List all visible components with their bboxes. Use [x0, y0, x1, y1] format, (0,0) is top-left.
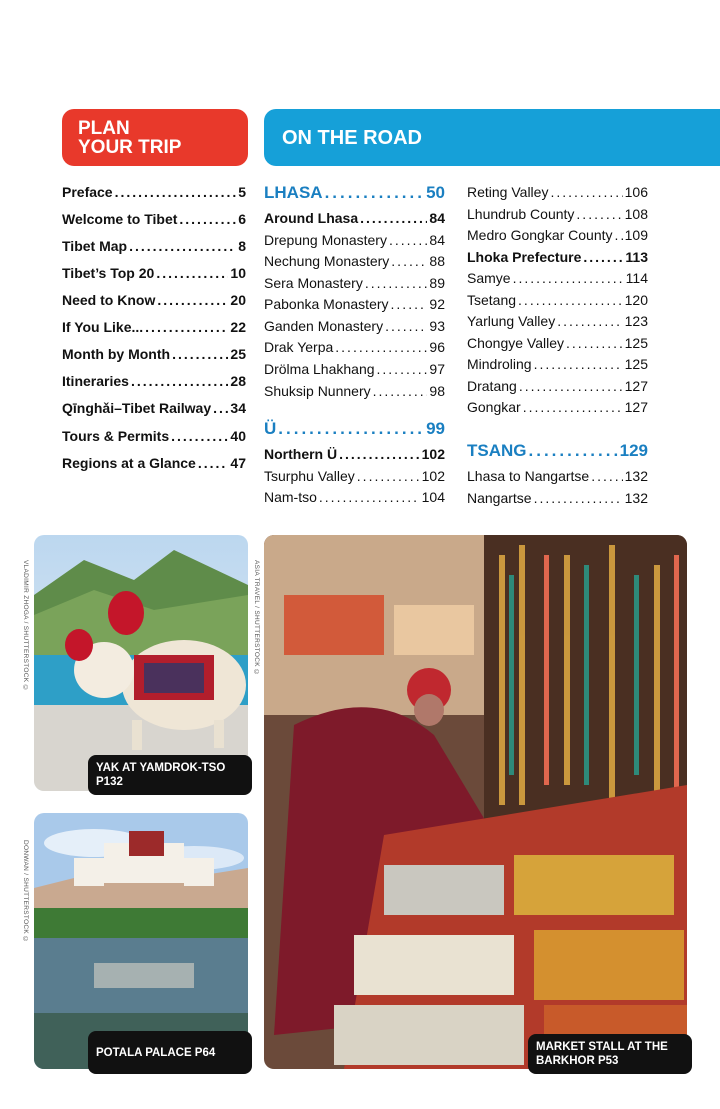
yak-photo-caption: YAK AT YAMDROK-TSO P132	[88, 755, 252, 795]
market-photo-credit: ASIA TRAVEL / SHUTTERSTOCK ©	[253, 560, 260, 677]
toc-item-lhoka[interactable]: Lhoka Prefecture ..... 113	[467, 249, 648, 265]
toc-item-map[interactable]: Tibet Map ..... 8	[62, 238, 246, 254]
plan-your-trip-header	[62, 109, 248, 166]
on-the-road-header: ON THE ROAD	[264, 109, 720, 166]
toc-item-mindroling[interactable]: Mindroling ..... 125	[467, 356, 648, 372]
market-caption-line1: MARKET STALL AT THE	[536, 1041, 668, 1053]
toc-item-railway[interactable]: Qīnghǎi–Tibet Railway ..... 34	[62, 400, 246, 416]
toc-item-dratang[interactable]: Dratang ..... 127	[467, 378, 648, 394]
toc-item-nechung[interactable]: Nechung Monastery ..... 88	[264, 253, 445, 269]
plan-header-line1: PLAN	[78, 118, 130, 139]
toc-item-preface[interactable]: Preface ..... 5	[62, 184, 246, 200]
market-photo-caption	[528, 1034, 692, 1074]
market-photo	[264, 535, 687, 1069]
toc-item-nam-tso[interactable]: Nam-tso ..... 104	[264, 489, 445, 505]
toc-item-if-you-like[interactable]: If You Like... ..... 22	[62, 319, 246, 335]
toc-item-itineraries[interactable]: Itineraries ..... 28	[62, 373, 246, 389]
market-caption-line2: BARKHOR P53	[536, 1055, 619, 1067]
toc-item-sera[interactable]: Sera Monastery ..... 89	[264, 275, 445, 291]
toc-item-samye[interactable]: Samye ..... 114	[467, 270, 648, 286]
section-lhasa[interactable]: LHASA ..... 50	[264, 183, 445, 203]
toc-item-tsetang[interactable]: Tsetang ..... 120	[467, 292, 648, 308]
toc-item-northern-u[interactable]: Northern Ü ..... 102	[264, 446, 445, 462]
toc-item-nangartse[interactable]: Nangartse ..... 132	[467, 490, 648, 506]
toc-item-lhundrub[interactable]: Lhundrub County ..... 108	[467, 206, 648, 222]
toc-item-drepung[interactable]: Drepung Monastery ..... 84	[264, 232, 445, 248]
toc-item-lhasa-nangartse[interactable]: Lhasa to Nangartse ..... 132	[467, 468, 648, 484]
yak-photo-credit: VLADIMIR ZHOGA / SHUTTERSTOCK ©	[22, 560, 29, 692]
toc-item-pabonka[interactable]: Pabonka Monastery ..... 92	[264, 296, 445, 312]
toc-item-around-lhasa[interactable]: Around Lhasa ..... 84	[264, 210, 445, 226]
toc-item-shuksip[interactable]: Shuksip Nunnery ..... 98	[264, 383, 445, 399]
section-u[interactable]: Ü ..... 99	[264, 419, 445, 439]
toc-item-month-by-month[interactable]: Month by Month ..... 25	[62, 346, 246, 362]
toc-item-medro-gongkar[interactable]: Medro Gongkar County ..... 109	[467, 227, 648, 243]
potala-photo-credit: DONWAN / SHUTTERSTOCK ©	[22, 840, 29, 944]
yak-photo	[34, 535, 248, 791]
toc-item-need-to-know[interactable]: Need to Know ..... 20	[62, 292, 246, 308]
toc-item-gongkar[interactable]: Gongkar ..... 127	[467, 399, 648, 415]
plan-header-line2: YOUR TRIP	[78, 137, 182, 158]
toc-item-yarlung[interactable]: Yarlung Valley ..... 123	[467, 313, 648, 329]
toc-item-tours-permits[interactable]: Tours & Permits ..... 40	[62, 428, 246, 444]
section-tsang[interactable]: TSANG ..... 129	[467, 441, 648, 461]
toc-item-top20[interactable]: Tibet’s Top 20 ..... 10	[62, 265, 246, 281]
potala-photo-caption: POTALA PALACE P64	[88, 1031, 252, 1074]
market-photo-illustration	[264, 535, 687, 1069]
yak-photo-illustration	[34, 535, 248, 791]
toc-item-welcome[interactable]: Welcome to Tibet ..... 6	[62, 211, 246, 227]
toc-item-drak-yerpa[interactable]: Drak Yerpa ..... 96	[264, 339, 445, 355]
toc-item-tsurphu[interactable]: Tsurphu Valley ..... 102	[264, 468, 445, 484]
toc-item-reting[interactable]: Reting Valley ..... 106	[467, 184, 648, 200]
toc-item-ganden[interactable]: Ganden Monastery ..... 93	[264, 318, 445, 334]
toc-item-drolma[interactable]: Drölma Lhakhang ..... 97	[264, 361, 445, 377]
toc-item-regions[interactable]: Regions at a Glance ..... 47	[62, 455, 246, 471]
toc-item-chongye[interactable]: Chongye Valley ..... 125	[467, 335, 648, 351]
